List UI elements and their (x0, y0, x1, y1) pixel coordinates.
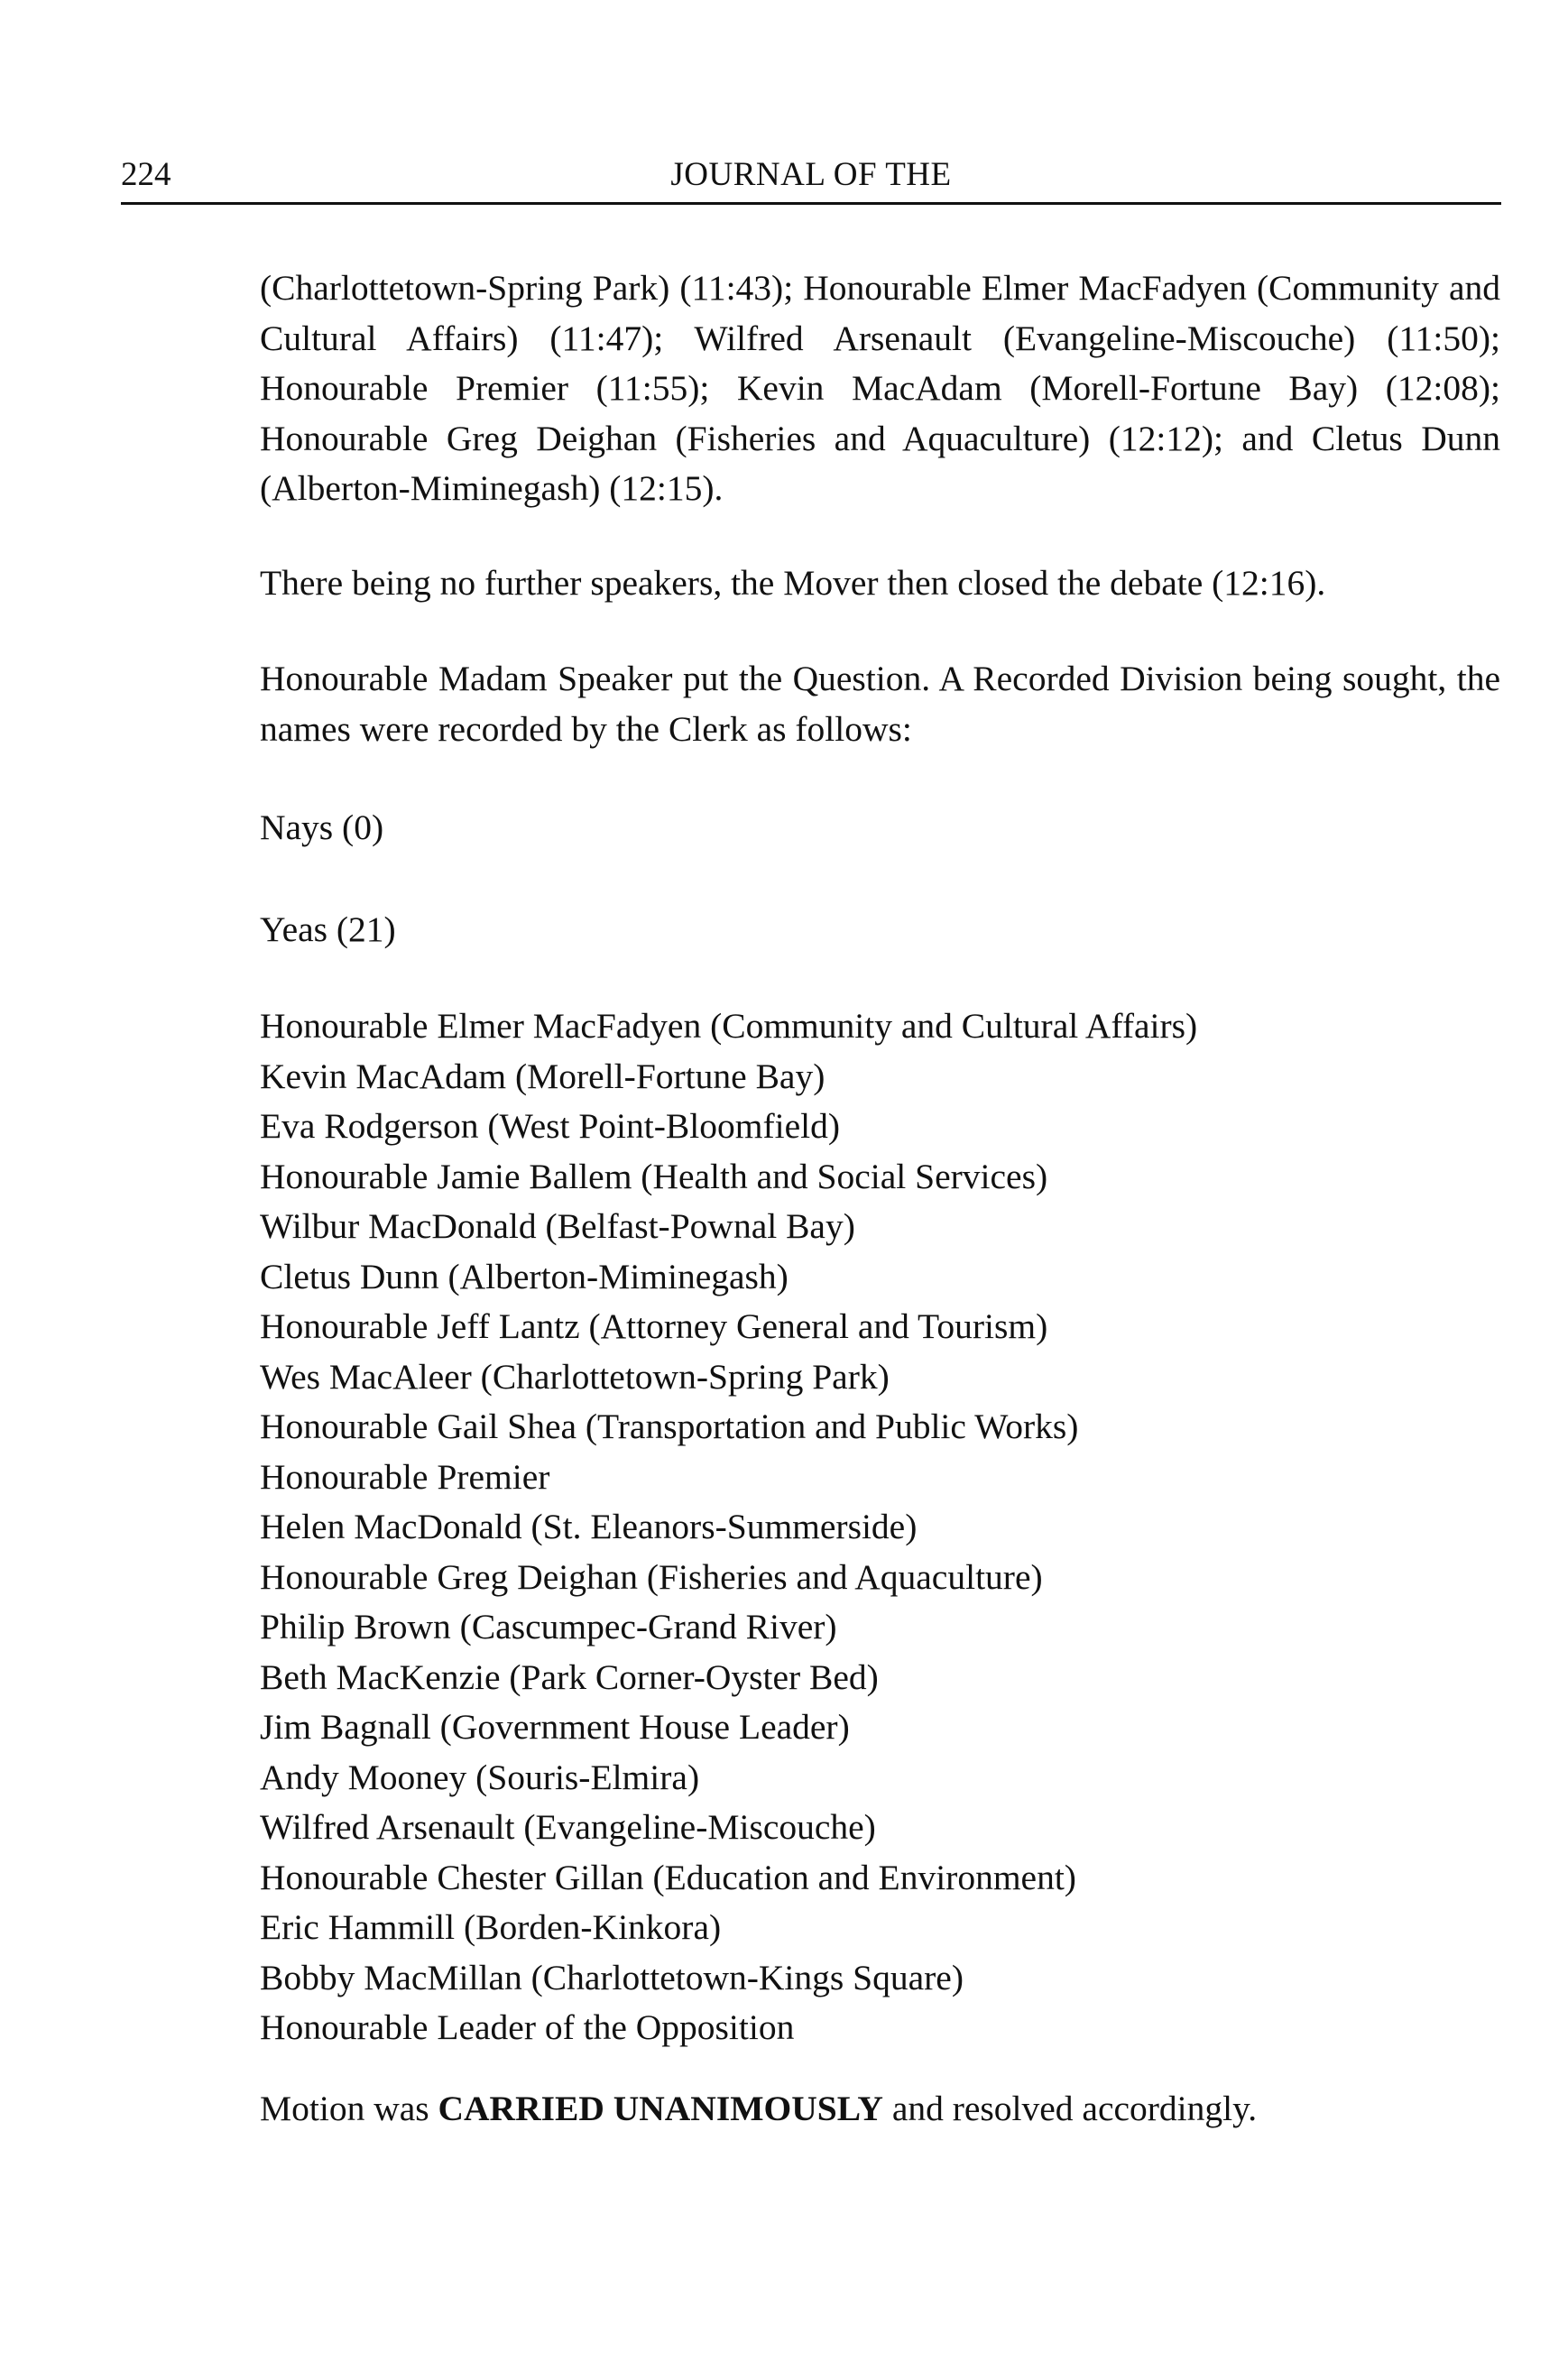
list-item: Wes MacAleer (Charlottetown-Spring Park) (260, 1356, 890, 1397)
list-item: Honourable Jeff Lantz (Attorney General and Tourism) (260, 1306, 1048, 1346)
result-outcome: CARRIED UNANIMOUSLY (438, 2089, 883, 2128)
result-suffix: and resolved accordingly. (882, 2089, 1258, 2128)
list-item: Wilbur MacDonald (Belfast-Pownal Bay) (260, 1206, 855, 1246)
yeas-list (260, 1001, 1500, 2053)
list-item: Beth MacKenzie (Park Corner-Oyster Bed) (260, 1656, 879, 1697)
speakers-paragraph: (Charlottetown-Spring Park) (11:43); Honourable Elmer MacFadyen (Community and Cultural Affairs) (11:47); Wilfred Arsenault (Evangeline-Miscouche) (11:50); Honourable Premier (11:55); Kevin MacAdam (Morell-Fortune Bay) (12:08); Honourable Greg Deighan (Fisheries and Aquaculture) (12:12); and Cletus Dunn (Alberton-Miminegash) (12:15). (260, 268, 1500, 508)
list-item: Helen MacDonald (St. Eleanors-Summerside) (260, 1507, 918, 1546)
list-item: Wilfred Arsenault (Evangeline-Miscouche) (260, 1807, 876, 1847)
list-item: Eric Hammill (Borden-Kinkora) (260, 1907, 722, 1947)
list-item: Cletus Dunn (Alberton-Miminegash) (260, 1256, 789, 1296)
list-item: Honourable Gail Shea (Transportation and Public Works) (260, 1407, 1079, 1446)
list-item: Eva Rodgerson (West Point-Bloomfield) (260, 1106, 840, 1146)
question-paragraph: Honourable Madam Speaker put the Question. A Recorded Division being sought, the names were recorded by the Clerk as follows: (260, 659, 1500, 749)
list-item: Honourable Premier (260, 1456, 550, 1497)
yeas-heading: Yeas (21) (260, 909, 396, 949)
list-item: Andy Mooney (Souris-Elmira) (260, 1757, 700, 1797)
page-number: 224 (121, 156, 171, 193)
running-head: JOURNAL OF THE (670, 156, 952, 193)
list-item: Philip Brown (Cascumpec-Grand River) (260, 1607, 837, 1647)
page-header (121, 152, 1501, 205)
list-item: Honourable Leader of the Opposition (260, 2007, 795, 2047)
debate-closed-paragraph: There being no further speakers, the Mover then closed the debate (12:16). (260, 563, 1326, 603)
list-item: Kevin MacAdam (Morell-Fortune Bay) (260, 1056, 826, 1096)
motion-result (260, 2084, 1500, 2135)
list-item: Honourable Greg Deighan (Fisheries and Aquaculture) (260, 1556, 1043, 1597)
list-item: Honourable Elmer MacFadyen (Community and Cultural Affairs) (260, 1006, 1198, 1046)
result-prefix: Motion was (260, 2089, 438, 2128)
list-item: Jim Bagnall (Government House Leader) (260, 1707, 850, 1747)
list-item: Honourable Chester Gillan (Education and Environment) (260, 1857, 1076, 1897)
list-item: Honourable Jamie Ballem (Health and Social Services) (260, 1156, 1048, 1196)
list-item: Bobby MacMillan (Charlottetown-Kings Square) (260, 1957, 964, 1997)
nays-heading: Nays (0) (260, 807, 384, 847)
